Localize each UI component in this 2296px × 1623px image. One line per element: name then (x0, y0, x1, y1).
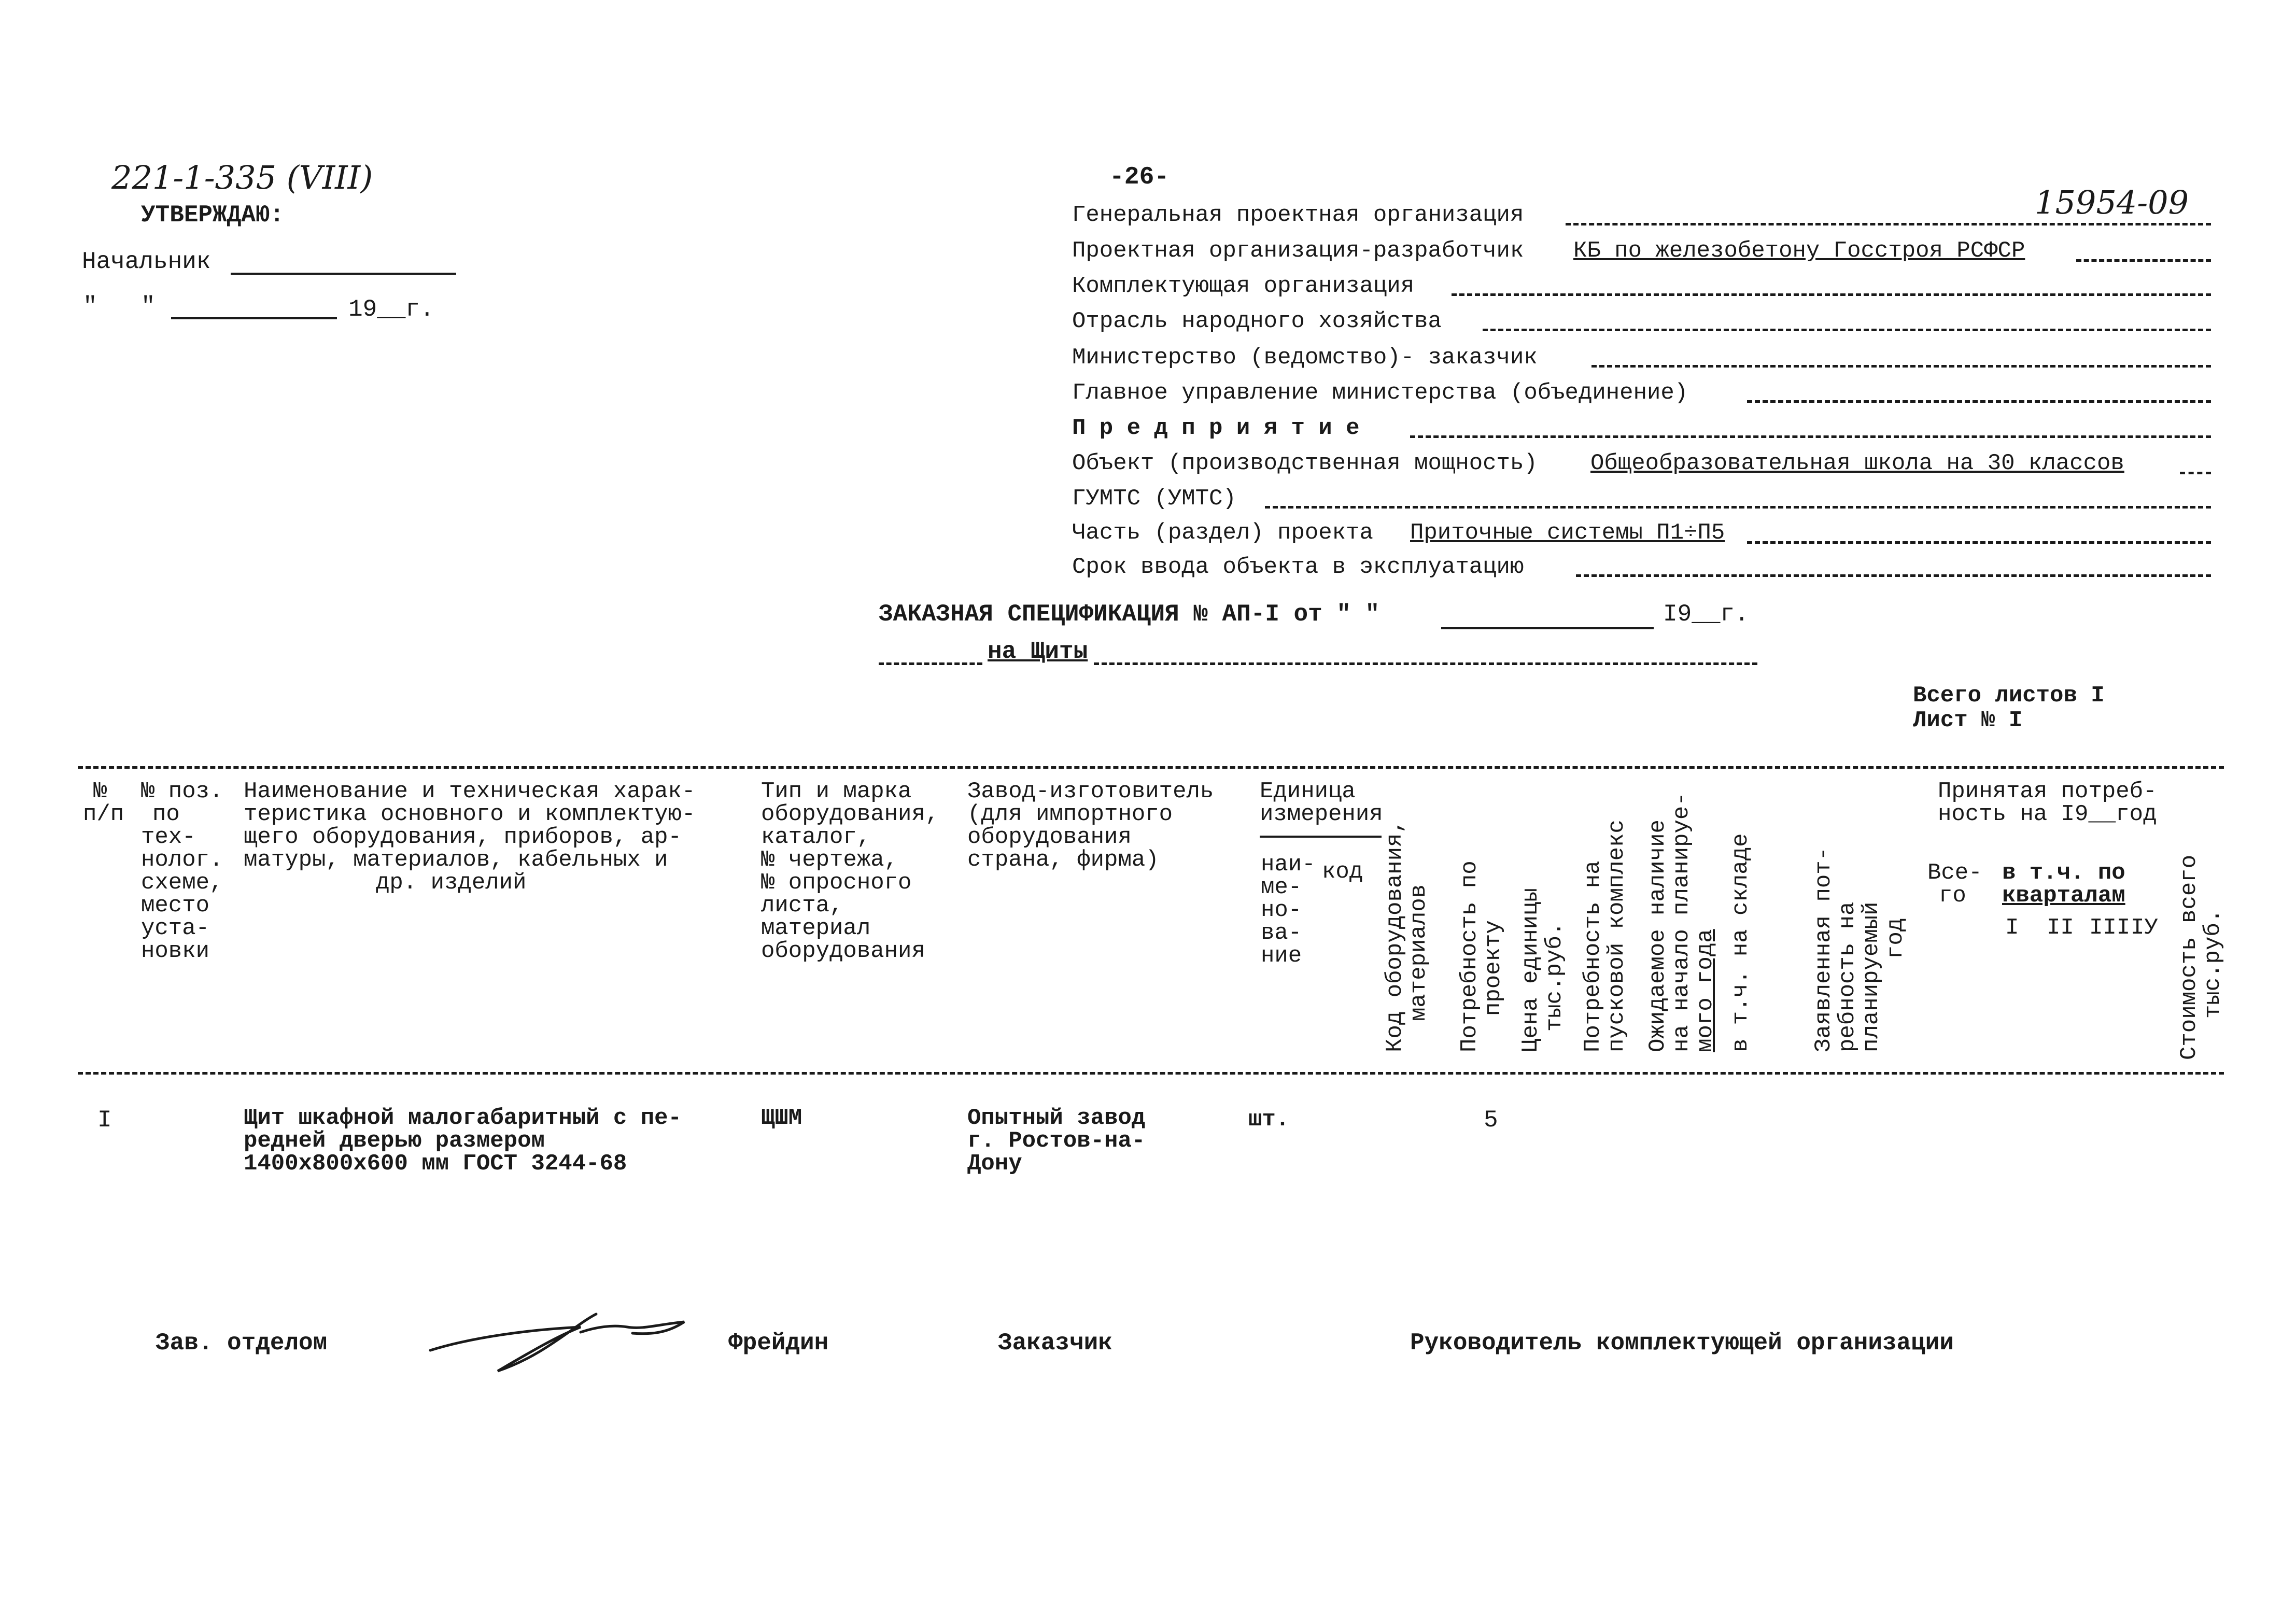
header-vertical-line: Потребность на (1580, 860, 1606, 1052)
header-col-num (83, 780, 124, 826)
row-item-unit: шт. (1248, 1107, 1290, 1133)
header-col-type (761, 780, 939, 963)
header-vertical-line: год (1882, 918, 1909, 959)
header-accepted-line: Принятая потреб- (1938, 779, 2157, 805)
approve-label: УТВЕРЖДАЮ: (141, 202, 285, 229)
header-col-type-line: № опросного (761, 870, 912, 896)
header-vertical-line: Цена единицы (1518, 888, 1544, 1052)
header-vertical-line: тыс.руб. (1542, 922, 1568, 1032)
spec-title: ЗАКАЗНАЯ СПЕЦИФИКАЦИЯ № АП-I от " " (879, 601, 1380, 628)
header-accepted-need (1938, 780, 2157, 826)
header-vertical-line: Ожидаемое наличие (1645, 820, 1671, 1052)
field-part-value: Приточные системы П1÷П5 (1410, 520, 1725, 546)
field-developer-label: Проектная организация-разработчик (1072, 238, 1524, 264)
header-col-position-line: по (152, 801, 180, 827)
header-col-unit-name-line: ние (1261, 943, 1302, 969)
header-col-name-line: матуры, материалов, кабельных и (244, 847, 668, 873)
header-vertical-startup-need (1581, 820, 1629, 1052)
header-col-unit-name-line: ва- (1261, 920, 1302, 946)
header-col-type-line: Тип и марка (761, 779, 912, 805)
header-vertical-line: Потребность по (1457, 860, 1483, 1052)
header-vertical-line: в т.ч. на складе (1728, 833, 1754, 1052)
chief-label: Начальник (82, 248, 211, 275)
spec-subject-line-right (1094, 662, 1757, 665)
field-commissioning-line (1576, 574, 2211, 577)
spec-subject: на Щиты (988, 638, 1088, 665)
field-industry-line (1483, 329, 2211, 331)
footer-head-name: Фрейдин (728, 1330, 829, 1357)
header-col-type-line: каталог, (761, 824, 871, 850)
spec-subject-line-left (879, 662, 982, 665)
field-object-value: Общеобразовательная школа на 30 классов (1590, 450, 2124, 476)
header-col-position-line: уста- (141, 915, 210, 941)
header-col-position-line: нолог. (141, 847, 223, 873)
header-col-position-line: № поз. (141, 779, 223, 805)
chief-signature-line (231, 273, 456, 275)
field-developer-line (2076, 259, 2211, 262)
row-item-name-line: 1400х800х600 мм ГОСТ 3244-68 (244, 1151, 627, 1177)
field-main-department-label: Главное управление министерства (объединение) (1072, 380, 1688, 406)
header-col-maker (967, 780, 1214, 871)
header-quarter-4: IУ (2131, 915, 2158, 941)
field-main-department-line (1747, 400, 2211, 403)
header-vertical-expected-stock (1646, 792, 1718, 1052)
field-object-label: Объект (производственная мощность) (1072, 450, 1538, 476)
row-item-name-line: Щит шкафной малогабаритный с пе- (244, 1105, 682, 1131)
header-col-type-line: оборудования, (761, 801, 939, 827)
header-col-unit-code: код (1322, 859, 1363, 885)
header-total-line: го (1939, 883, 1966, 909)
field-gumts-line (1265, 506, 2211, 509)
header-quarters-line: кварталам (2002, 883, 2125, 909)
field-developer-value: КБ по железобетону Госстроя РСФСР (1573, 238, 2025, 264)
approve-year: 19__г. (348, 296, 434, 323)
row-item-need: 5 (1484, 1107, 1498, 1134)
field-assembling-org-line (1452, 293, 2211, 296)
header-vertical-cost (2177, 855, 2225, 1060)
header-col-type-line: № чертежа, (761, 847, 898, 873)
header-vertical-line: материалов (1406, 884, 1432, 1021)
header-col-position-line: новки (141, 938, 210, 964)
field-commissioning-label: Срок ввода объекта в эксплуатацию (1072, 554, 1524, 580)
header-col-maker-line: страна, фирма) (967, 847, 1159, 873)
row-number: I (97, 1107, 112, 1134)
header-quarter-3: III (2089, 915, 2131, 941)
footer-customer: Заказчик (998, 1330, 1112, 1357)
header-quarters-title (2002, 862, 2125, 907)
header-vertical-line: пусковой комплекс (1604, 820, 1630, 1052)
header-col-position-line: тех- (141, 824, 196, 850)
field-object-line (2180, 472, 2211, 474)
header-col-maker-line: Завод-изготовитель (967, 779, 1214, 805)
header-total-line: Все- (1927, 860, 1982, 886)
header-col-name-line: Наименование и техническая харак- (244, 779, 696, 805)
row-item-maker (967, 1107, 1145, 1175)
header-vertical-line: Заявленная пот- (1811, 846, 1837, 1052)
date-quote-close: " (141, 293, 156, 320)
header-quarters-line: в т.ч. по (2002, 860, 2125, 886)
sheets-total: Всего листов I (1913, 683, 2105, 709)
header-col-position (141, 780, 223, 963)
sheet-number: Лист № I (1913, 708, 2023, 733)
header-col-name-line: теристика основного и комплектую- (244, 801, 696, 827)
header-quarter-1: I (2005, 915, 2019, 941)
header-col-num-line: № (93, 779, 107, 805)
field-ministry-line (1591, 365, 2211, 368)
unit-header-divider (1260, 836, 1382, 838)
header-col-unit (1260, 780, 1383, 826)
header-col-position-line: место (141, 893, 210, 919)
field-enterprise-label: П р е д п р и я т и е (1072, 415, 1360, 441)
header-col-maker-line: оборудования (967, 824, 1132, 850)
header-vertical-equipment-code (1383, 820, 1431, 1052)
spec-date-line (1441, 627, 1654, 629)
spec-year: I9__г. (1663, 601, 1749, 628)
page-number: -26- (1109, 163, 1170, 191)
signature (425, 1301, 695, 1379)
field-enterprise-line (1410, 435, 2211, 438)
row-item-maker-line: Дону (967, 1151, 1022, 1177)
header-col-maker-line: (для импортного (967, 801, 1173, 827)
header-vertical-line: ребность на (1835, 901, 1861, 1052)
header-col-type-line: материал (761, 915, 871, 941)
header-col-name-line: др. изделий (376, 870, 527, 896)
header-vertical-line: планируемый (1858, 901, 1885, 1052)
field-general-org-line (1566, 223, 2211, 225)
row-item-maker-line: г. Ростов-на- (967, 1128, 1146, 1154)
field-gumts-label: ГУМТС (УМТС) (1072, 486, 1236, 512)
header-total (1927, 862, 1982, 907)
row-item-type: ЩШМ (761, 1105, 802, 1131)
header-vertical-line: тыс.руб. (2200, 909, 2227, 1019)
table-top-line (78, 766, 2224, 769)
header-col-unit-name (1261, 853, 1316, 967)
header-col-num-line: п/п (83, 801, 124, 827)
row-item-maker-line: Опытный завод (967, 1105, 1146, 1131)
header-vertical-line: Код оборудования, (1382, 820, 1408, 1052)
header-col-unit-name-line: ме- (1261, 874, 1302, 900)
doc-number: 15954-09 (2035, 184, 2189, 221)
footer-head-label: Зав. отделом (156, 1330, 328, 1357)
header-vertical-in-stock (1729, 834, 1753, 1052)
date-line (171, 317, 337, 319)
header-col-type-line: листа, (761, 893, 843, 919)
header-col-type-line: оборудования (761, 938, 925, 964)
header-col-unit-name-line: но- (1261, 897, 1302, 923)
header-accepted-line: ность на I9__год (1938, 801, 2157, 827)
header-vertical-declared-need (1812, 847, 1908, 1052)
header-quarter-2: II (2047, 915, 2074, 941)
header-vertical-line: Стоимость всего (2176, 854, 2202, 1060)
table-header-bottom-line (78, 1072, 2224, 1075)
header-vertical-line: на начало планируе- (1669, 792, 1695, 1052)
footer-org-head: Руководитель комплектующей организации (1410, 1330, 1954, 1357)
row-item-name-line: редней дверью размером (244, 1128, 545, 1154)
field-part-line (1747, 541, 2211, 544)
field-industry-label: Отрасль народного хозяйства (1072, 308, 1442, 334)
header-vertical-line: проекту (1481, 920, 1507, 1016)
header-col-name-line: щего оборудования, приборов, ар- (244, 824, 682, 850)
field-part-label: Часть (раздел) проекта (1072, 520, 1373, 546)
header-col-unit-line: Единица (1260, 779, 1356, 805)
field-ministry-label: Министерство (ведомство)- заказчик (1072, 345, 1538, 371)
header-col-name (244, 780, 695, 894)
header-col-unit-line: измерения (1260, 801, 1383, 827)
header-vertical-unit-price (1519, 888, 1567, 1052)
field-general-org-label: Генеральная проектная организация (1072, 202, 1524, 228)
header-col-unit-name-line: наи- (1261, 852, 1316, 878)
header-vertical-project-need (1458, 860, 1505, 1052)
field-assembling-org-label: Комплектующая организация (1072, 273, 1415, 299)
corner-code: 221-1-335 (VIII) (111, 159, 373, 196)
header-vertical-line: мого года (1693, 929, 1719, 1052)
header-col-position-line: схеме, (141, 870, 223, 896)
date-quote-open: " (83, 293, 97, 320)
row-item-name (244, 1107, 682, 1175)
